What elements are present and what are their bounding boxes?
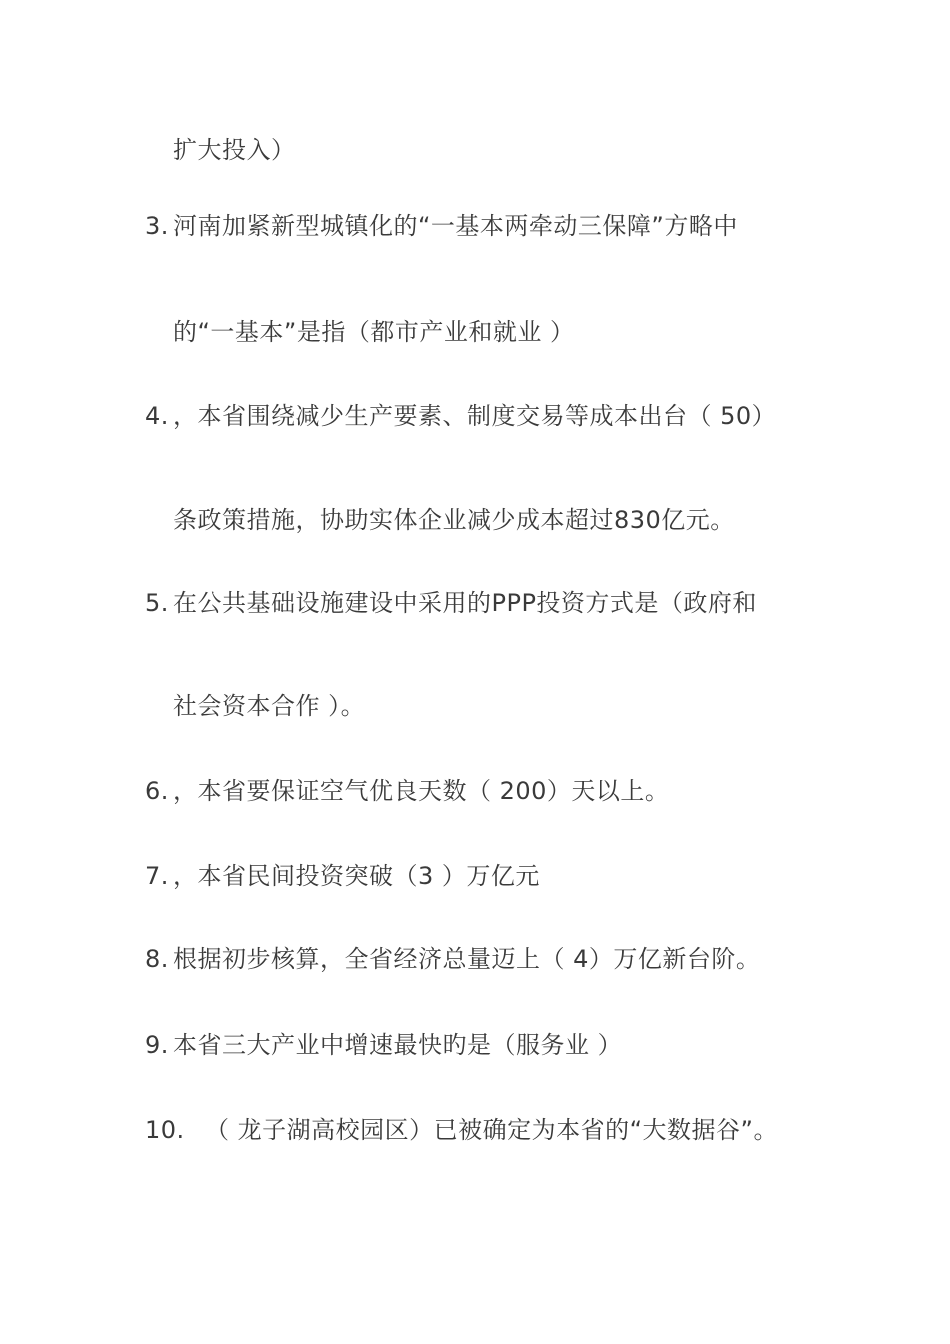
- item-number: 8.: [145, 945, 169, 973]
- item-number: 4.: [145, 402, 169, 430]
- line-text: 在公共基础设施建设中采用的PPP投资方式是（政府和: [173, 589, 757, 617]
- line-text: ，本省围绕减少生产要素、制度交易等成本出台（ 50）: [173, 402, 777, 430]
- line-text: ，本省要保证空气优良天数（ 200）天以上。: [173, 777, 670, 805]
- line-text: 本省三大产业中增速最快旳是（服务业 ）: [173, 1031, 623, 1059]
- item-number: 7.: [145, 862, 169, 890]
- item-number: 3.: [145, 212, 169, 240]
- item-number: 10.: [145, 1116, 185, 1144]
- item-number: 6.: [145, 777, 169, 805]
- line-text: 根据初步核算，全省经济总量迈上（ 4）万亿新台阶。: [173, 945, 761, 973]
- line-text: 河南加紧新型城镇化的“一基本两牵动三保障”方略中: [173, 212, 738, 240]
- item-number: 9.: [145, 1031, 169, 1059]
- line-text: 的“一基本”是指（都市产业和就业 ）: [173, 318, 575, 346]
- line-text: 扩大投入）: [173, 136, 296, 164]
- item-number: 5.: [145, 589, 169, 617]
- line-text: 社会资本合作 ）。: [173, 692, 366, 720]
- line-text: 条政策措施，协助实体企业减少成本超过830亿元。: [173, 506, 735, 534]
- line-text: ，本省民间投资突破（3 ）万亿元: [173, 862, 540, 890]
- line-text: （ 龙子湖高校园区）已被确定为本省的“大数据谷”。: [205, 1116, 778, 1144]
